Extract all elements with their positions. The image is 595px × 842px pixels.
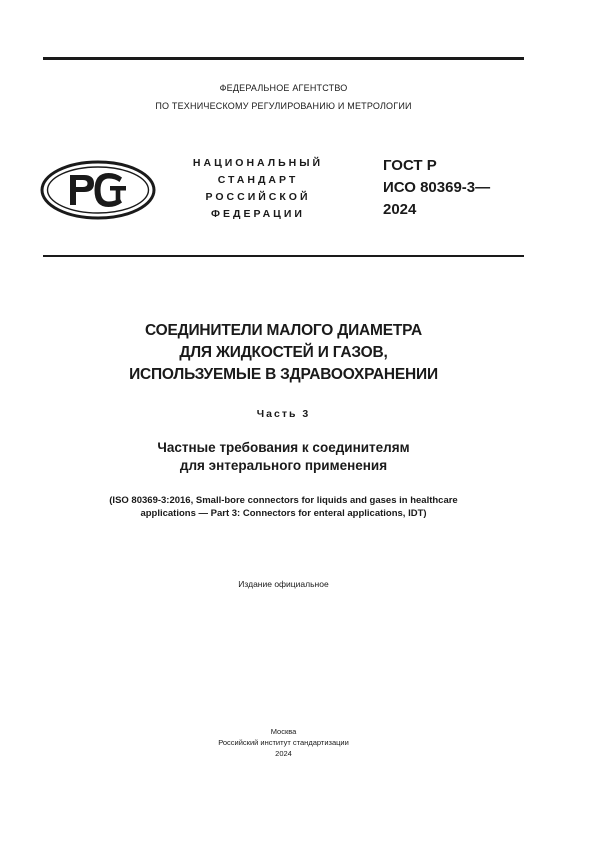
designation-line: ИСО 80369-3— xyxy=(383,179,491,196)
designation-line: ГОСТ Р xyxy=(383,157,437,174)
edition-label: Издание официальное xyxy=(238,579,329,589)
standard-type xyxy=(168,155,348,223)
document-title xyxy=(43,320,524,386)
imprint xyxy=(43,726,524,759)
designation-line: 2024 xyxy=(383,201,417,218)
iso-reference xyxy=(43,494,524,520)
standard-designation xyxy=(383,155,490,221)
standard-type-line: СТАНДАРТ xyxy=(217,174,299,186)
agency-line-2: ПО ТЕХНИЧЕСКОМУ РЕГУЛИРОВАНИЮ И МЕТРОЛОГИИ xyxy=(155,101,412,111)
standard-type-line: НАЦИОНАЛЬНЫЙ xyxy=(192,157,324,169)
document-subtitle xyxy=(43,439,524,475)
subtitle-line: для энтерального применения xyxy=(179,458,388,473)
title-line: ДЛЯ ЖИДКОСТЕЙ И ГАЗОВ, xyxy=(179,344,388,361)
standard-type-line: ФЕДЕРАЦИИ xyxy=(211,208,305,220)
title-line: ИСПОЛЬЗУЕМЫЕ В ЗДРАВООХРАНЕНИИ xyxy=(129,366,438,383)
subtitle-line: Частные требования к соединителям xyxy=(157,440,410,455)
title-line: СОЕДИНИТЕЛИ МАЛОГО ДИАМЕТРА xyxy=(145,322,422,339)
agency-line-1: ФЕДЕРАЛЬНОЕ АГЕНТСТВО xyxy=(219,83,348,93)
imprint-year: 2024 xyxy=(275,749,292,758)
rst-emblem-icon xyxy=(40,160,156,220)
imprint-city: Москва xyxy=(270,727,297,736)
top-rule xyxy=(43,57,524,60)
iso-reference-line: (ISO 80369-3:2016, Small-bore connectors for liquids and gases in healthcare xyxy=(109,495,458,506)
imprint-publisher: Российский институт стандартизации xyxy=(218,738,349,747)
middle-rule xyxy=(43,255,524,257)
iso-reference-line: applications — Part 3: Connectors for enteral applications, IDT) xyxy=(140,508,427,519)
part-number: Часть 3 xyxy=(256,408,311,420)
standard-type-line: РОССИЙСКОЙ xyxy=(205,191,311,203)
